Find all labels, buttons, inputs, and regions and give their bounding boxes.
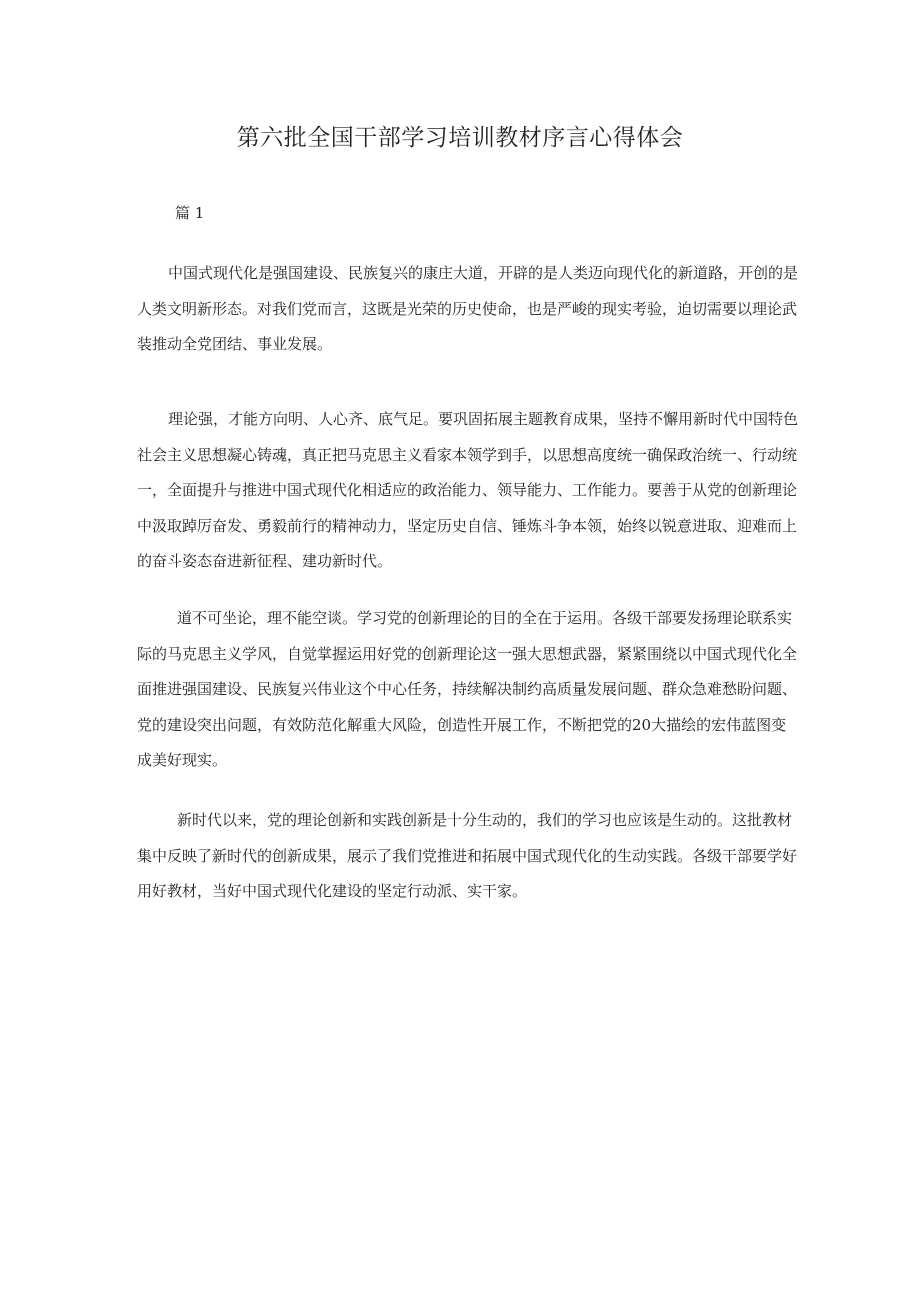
paragraph-4-line-1: 新时代以来，党的理论创新和实践创新是十分生动的，我们的学习也应该是生动的。这批教材 (177, 811, 793, 829)
section-label: 篇 1 (175, 204, 205, 222)
document-title: 第六批全国干部学习培训教材序言心得体会 (236, 125, 684, 151)
paragraph-1-line-3: 装推动全党团结、事业发展。 (137, 335, 333, 353)
paragraph-3 (137, 601, 798, 779)
paragraph-3-line-1: 道不可坐论，理不能空谈。学习党的创新理论的目的全在于运用。各级干部要发扬理论联系实 (177, 609, 793, 627)
paragraph-3-line-3: 面推进强国建设、民族复兴伟业这个中心任务，持续解决制约高质量发展问题、群众急难愁盼问题、 (137, 680, 798, 698)
paragraph-4-line-3: 用好教材，当好中国式现代化建设的坚定行动派、实干家。 (137, 882, 528, 900)
paragraph-4 (137, 803, 798, 910)
paragraph-3-line-2: 际的马克思主义学风，自觉掌握运用好党的创新理论这一强大思想武器，紧紧围绕以中国式现代化全 (137, 644, 798, 663)
paragraph-2-line-4: 中汲取踔厉奋发、勇毅前行的精神动力，坚定历史自信、锤炼斗争本领，始终以锐意进取、迎难而上 (137, 516, 798, 535)
paragraph-4-line-2: 集中反映了新时代的创新成果，展示了我们党推进和拓展中国式现代化的生动实践。各级干部要学好 (137, 846, 798, 865)
paragraph-3-line-5: 成美好现实。 (137, 751, 228, 769)
paragraph-2-line-1: 理论强，才能方向明、人心齐、底气足。要巩固拓展主题教育成果，坚持不懈用新时代中国特色 (168, 410, 799, 428)
paragraph-1-line-1: 中国式现代化是强国建设、民族复兴的康庄大道，开辟的是人类迈向现代化的新道路，开创的是 (168, 264, 799, 282)
paragraph-2-line-2: 社会主义思想凝心铸魂，真正把马克思主义看家本领学到手，以思想高度统一确保政治统一、行动统 (137, 445, 798, 464)
paragraph-3-line-4: 党的建设突出问题，有效防范化解重大风险，创造性开展工作，不断把党的20大描绘的宏伟蓝图变 (137, 715, 787, 734)
paragraph-2 (137, 402, 799, 580)
paragraph-1 (137, 256, 799, 363)
paragraph-2-line-3: 一，全面提升与推进中国式现代化相适应的政治能力、领导能力、工作能力。要善于从党的创新理论 (137, 481, 798, 499)
paragraph-1-line-2: 人类文明新形态。对我们党而言，这既是光荣的历史使命，也是严峻的现实考验，迫切需要以理论武 (137, 299, 798, 318)
paragraph-2-line-5: 的奋斗姿态奋进新征程、建功新时代。 (137, 552, 393, 570)
